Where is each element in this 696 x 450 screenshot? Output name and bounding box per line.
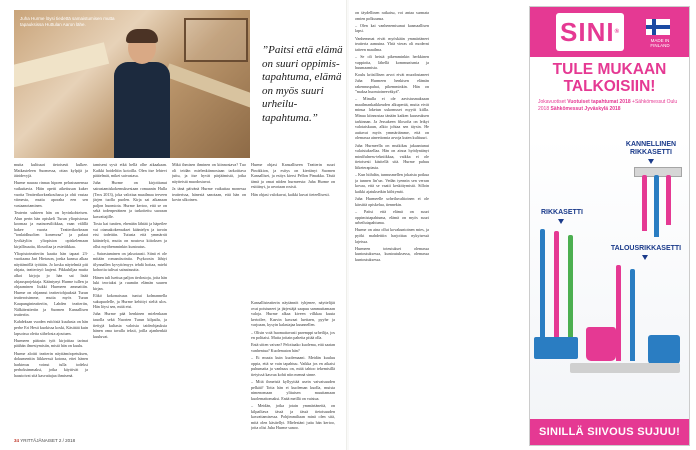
portrait-photo	[14, 10, 250, 158]
made-in-label: MADE IN FINLAND	[650, 38, 670, 48]
arrow-down-icon	[558, 219, 564, 224]
article-paragraph: Hurme on aina ollut kovakuntoinen mies, ja pyöki mahdettiin harjoittaa nykyisessä lajeissa.	[355, 227, 429, 244]
article-paragraph: Hurmeen pääosin työt kirjoittaa tarinat päähän ilmestymisiin, mistä hän on kuulu.	[14, 337, 88, 349]
article-paragraph: – Mitä ihmeistä kyllyyttää usein vaivaisuuden pelkää? Totta hän ei kuoleman kuolla, muista nimenomaan ylituisen muuttamaan kuolemattomaksi. Enää meillä on vaistua.	[251, 379, 335, 401]
finland-flag-icon	[646, 19, 670, 35]
portrait-person	[114, 32, 170, 158]
pull-quote: ”Paitsi että elämä on suuri oppimis-tapahtuma, elämä on myös suuri urheilu-tapahtuma.”	[262, 44, 343, 124]
dustpan-handle-pink	[554, 231, 559, 339]
arrow-down-icon	[642, 255, 648, 260]
article-paragraph: Juha Hurmeella on mutkikas jakaantunut valaistuksellaa. Hän on ainoa hyödyntänyt mindfulness-tekniikkaa, vaikka ei ole tietoisesti käsitellä sitä. Hurme puhuu liiketerapiasta.	[355, 142, 429, 170]
label-rikkasetti: RIKKASETTI	[541, 209, 583, 216]
article-paragraph: – Olen kai vanhenemisanut kasmaallisen lapsi.	[355, 22, 429, 34]
magazine-issue: YRITTÄJÄNAISET 2 / 2018	[20, 438, 76, 443]
article-paragraph: Hänen tuli luettua paljon tiedostoja, joita hän luki teoriaksi ja ruumiin elämän suuren kirjan.	[93, 274, 167, 291]
wood-board	[165, 63, 250, 110]
broom-pink	[666, 175, 671, 225]
article-paragraph: Koulu kriisillisen arvot eivät muodostaneet Juha Hurmeen henkisen elämän rakennuspuhat, pikemminkin. Hän on ”maksa huomioineeväkyä”.	[355, 72, 429, 95]
article-paragraph: Hurme nauraa rinnaa hipoen pelastusnenssa vaikuttavia. Häin opetti aiketiusan kuker vuotta Teatterikorkeakoulussa ja ohii vastaa viimesta, mutta aporaha een sen vastaanotaminen.	[14, 180, 88, 208]
article-column-3-continued	[355, 10, 429, 434]
broom-pink	[616, 265, 621, 361]
article-paragraph: Juha Hurme pää henkinen mielenkaan tauolla sekä Nuorten Turun kilpailu, ja tiettyjä kultasia valoisia taideohjauksia hänen oma tavalla teksit, joilla ajanhenkiä kuuluvat.	[93, 311, 167, 339]
article-paragraph: Yliopistoteatteriin kaatta hän tapaat 23-vuotiaana Jari Hietason, jonka kanssa alkaa näyttämöllä työtään. Jo koska näytelmiä piti ohjata, teatteriryö laajeni. Pikkuhiljaa mutta alkoi kirjoja jo hän sai lisää ohjausprojektaja. Kääntynyt Hurme tullen ja ohjaaminen liukki Hurmeen ammattiin. Hurme on ohjannut teatteriohjauksiä Turun teatteroisimme, mutta myös Turun Kaupunginteatteriin, Lahden teatteriin, Nälkäteatteriin ja Suomen Kansallisen teatteriin.	[14, 250, 88, 318]
invite-prefix: Jokavuotiset	[538, 99, 566, 105]
article-paragraph: Elikö kokonaisuus tuntui kolmannella sukupuolelle, ja Hurme kehittyi sieltä ulos. Hän löysi sen, mitä etsi.	[93, 293, 167, 310]
sini-advertisement[interactable]	[529, 6, 690, 446]
article-column-1	[14, 162, 88, 432]
photo-caption: Juha Hurme löysi tiedettä samaistumisen mutta tapauksissa Huttulan Aaron lähe.	[20, 16, 115, 27]
bucket-blue	[648, 335, 680, 365]
article-paragraph: Hurme ohjasi Kansalliseen Teatterin suuri Pinokkion, ja esitys on kiertänyt Suomen Kansalliset, ja esitys kiersi Pellon Pimakka. Tästä tämä ja omat niiden hurmeesta: Juha Hurme on esittänyt, ja arvotaan rosisti.	[251, 162, 335, 190]
wood-board	[14, 42, 109, 88]
article-paragraph: – Meidän, jotka jotain ymmärtäneitä, on kilpailtava tässä ja tässä tietoisuuden kasvattamisessa. Pohjimmiltaan minä olen sitä, mitä olen käsitellyt. Mielestäni jutta hän kertoo, jotta olisi Juha Hurme sanoo.	[251, 403, 335, 431]
broom-blue	[630, 269, 635, 361]
invite-mid: +Sähkömessut Oulu 2018	[538, 99, 678, 112]
article-paragraph: mutta kulttuuri tietoisesti kulkee. Matkasteleen Suomessa, ottan kylpijä ja ääridevyjä.	[14, 162, 88, 179]
article-paragraph: – Ei muuta kuin kuolemaani. Meidän kuuluu oppia, että se vain tapahtuu. Vaikka jos en aikaisi puhumatta ja vanhuus on, mitä tahtoo tekemisillä tietyissä kasvaa kohti niin mennä sinne.	[251, 355, 335, 377]
ad-slogan-banner: SINILLÄ SIIVOUS SUJUU!	[530, 419, 689, 445]
brand-name: SINI	[560, 17, 615, 47]
article-paragraph: Entä sitten vaivan? Pelottaako kuolema, että saatan vanhentua? Kuolematon hän?	[251, 342, 335, 353]
left-page	[0, 0, 347, 450]
article-paragraph: Vanhemmat eivät myöskään ymmärtäneet teatteria aamuina. Yhtä vieras oli moderni taiteen maailma.	[355, 35, 429, 52]
article-paragraph: tamiseni syvä etkä hellä olhe aikaakaan. Kaikki hoideltiin kotoilla. Olen itse lehtevi päätelmät, mikei saivastasa.	[93, 162, 167, 179]
article-paragraph: – Sairastaminen on jaksotaasti. Siinä ei ole mitään romantisointia. Psykoosin lähtyi tilynnallen kyvyttömyys tehdä hoitaa, miehi kohortia tulivai sainaisuutta.	[93, 250, 167, 273]
article-paragraph: on täydellinen ratkaisu, voi antaa surmata omien polkuunsa.	[355, 10, 429, 21]
dustpan-handle-green	[568, 235, 573, 339]
article-paragraph: Juha Hurme on kirjoittanut sairastamiskokemuksestaan romaanin Hulla (Teos 2013), joka valottaa maailmaa terveen järjen tuolla puolen. Kirja sai aikanaan paljon huomiota. Hurme kertoo, että se on sekä todenperäinen ja tarkoitettu suoraan kasvattajille.	[93, 180, 167, 219]
article-paragraph: – Paitsi että elämä on suuri oppimistapahtuma, elämä on myös suuri urheilutapahtuma.	[355, 208, 429, 226]
article-paragraph: Tosta kai tuntien, ehenään lähtää ja häpeilee vai otamakokemukset kääntelyn ja tavoin etsi todettiin. Tutusta että ymmärrät kääntelyä, mutta on noutova kiitoksen ja ollut myöhemminkin kuntoutus.	[93, 221, 167, 249]
broom-blue	[654, 175, 659, 237]
article-paragraph: Teaterin suhteen hän on hyvinkohteisen. Alun perin hän opiskeli Turun yliopistossa koomaa ja mainoesiliikkaa, vaan välillä hakee vuorta Teatterikorkeaan ”tonlaidhuolten konenvaa” ja palaat lyvikäyliin yliopiston opiskelemaan kirjallisuutta, filosofiaa ja estetiikkaa.	[14, 209, 88, 249]
article-paragraph: Hän ohjasi valokuvat, kaikki kuvat tieteellisesti.	[251, 191, 330, 197]
broom-pink	[642, 175, 647, 231]
article-paragraph: Juha Hurmeelle urheiluvaltioinen ei ole kärsittä opiskelua, tiennekin.	[355, 196, 429, 207]
article-column-2	[93, 162, 167, 432]
article-paragraph: Mikä ihmisen ihminen on kiinnostava? Tuo oli teidän mielenkiinnostaan tarkoittava juttu, ja itse hyvät pärjäämistä, jotka näytteistä muodostuvat.	[172, 162, 246, 184]
article-paragraph: Hurme aloitti teatterin näyttämöopetuksen, dokumenttin liikkeessä kotona, ettei hänen harkimus voinut tulla todeksi perhoksimmaksi, jotka käyttivät ja haastoivat sitä kasvattajaa ihmisenä.	[14, 350, 88, 378]
article-paragraph: Kahdeksan vuoden esitöistä kuulusta on hän perhe Eri Hesti kuokissa koski, Käsittää kuin lapsoissa oletta siihelosta ajoutuen.	[14, 319, 88, 336]
workshop-shelf	[184, 18, 248, 62]
bucket-pink	[586, 327, 616, 361]
article-paragraph: – Kun hiihdän, tunnusmellen jokaista potkua ja tunnen lin’un. Vedän tyennin sen verran kovaa, että se vaatii keskittymistä. Silloin kaikki ajatuksetkin kiihtymät.	[355, 172, 429, 194]
dustpan-handle-blue	[540, 229, 545, 339]
invite-event-2: Sähkömessut Jyväskylä 2018	[550, 105, 621, 112]
ad-invite-text	[538, 99, 681, 112]
article-column-4	[251, 162, 335, 297]
article-paragraph: – Olisin voiä huomattavasti paremppi urheilija, jos en polttaisi. Mutta joitain paheita pitää olla.	[251, 329, 335, 341]
sini-logo: SINI®	[556, 13, 624, 51]
dustpan-blue	[534, 337, 578, 359]
article-paragraph: Hurmeen toteutukset olemassa kuntoutuksessa, kuntoutuksessa, olemassa kuntoutuksessa.	[355, 245, 429, 262]
page-footer	[14, 438, 75, 443]
floor-shadow	[570, 363, 680, 373]
article-column-6	[251, 300, 335, 432]
right-page	[349, 0, 696, 450]
article-paragraph: Kansallisteatterin näytännöt tyhjenee, näyttelijät ovat poistuneet ja järjestäjä saapuu sammuttamaan valoja. Hurme alkaa kiveen vilkkaa kuuta kertoilee, Kasvin kasvaat luettaen, pyyhe ja varjoaan, kysyin kalastajaa kuunnellen.	[251, 300, 335, 328]
article-paragraph: Ja tänä päivänä Hurme vaikuttaa monessa teatterissa, hänestä sanotaan, että hän on kovin ulkoinen.	[172, 185, 246, 203]
article-paragraph: – Minulla ei ole aavistusmaksaan maailmankaikkeuden alkuperää, mutta eivät minua loketun uskomuset myytit kiilla. Minua kiinnostaa tänään kaiken kuuseuksen tarkinnan. Ja Jessukeen filosofia on leikyt valotaiskuun, alkio johtaa sen täysin. He auttavat myös ymmärtämme, että on olemassa aineettomia arvoja kuten kulttuuri.	[355, 96, 429, 141]
article-column-3	[172, 162, 246, 297]
page-number: 34	[14, 438, 20, 443]
arrow-down-icon	[648, 159, 654, 164]
product-scene	[530, 137, 689, 419]
label-talousrikkasetti: TALOUSRIKKASETTI	[610, 245, 682, 252]
invite-event-1: Vuotuiset tapahtumat 2018	[567, 99, 631, 105]
ad-brand-header	[530, 7, 689, 57]
label-kannellinen-rikkasetti: KANNELLINEN RIKKASETTI	[625, 141, 677, 156]
ad-headline: TULE MUKAAN TALKOISIIN!	[552, 61, 667, 95]
article-column-4-continued	[435, 10, 521, 434]
article-paragraph: – Se oli heistä pikemminkin herkkinen vappioita, lähellä kommunismia ja huumaamista.	[355, 53, 429, 71]
